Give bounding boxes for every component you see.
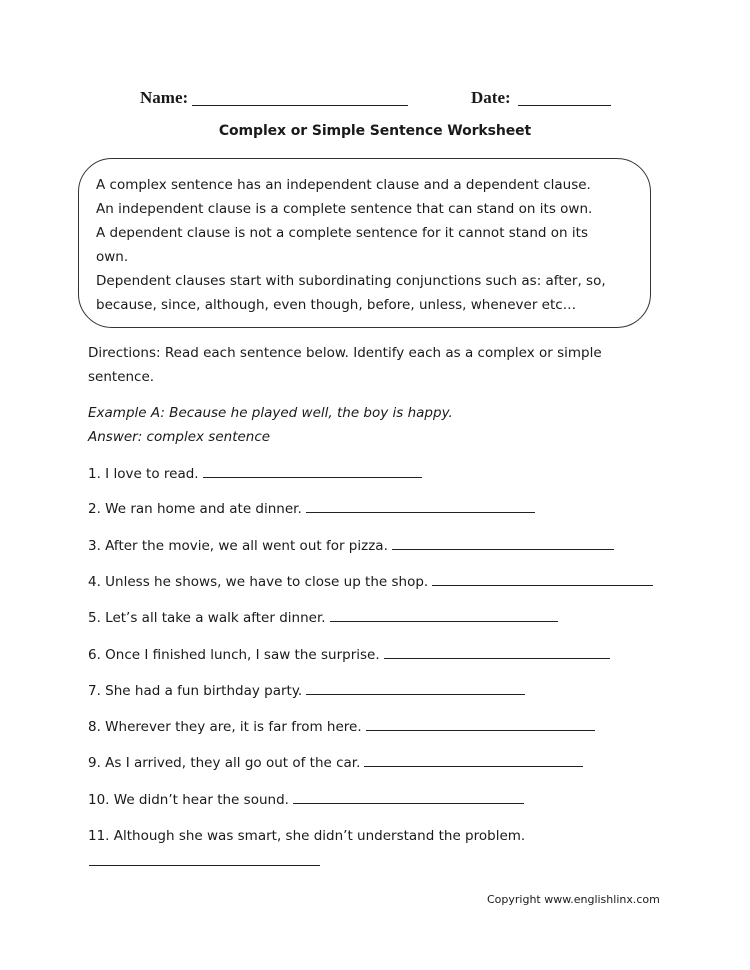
question-7 bbox=[88, 681, 525, 701]
date-label: Date: bbox=[471, 88, 511, 107]
question-8 bbox=[88, 717, 595, 737]
example-sentence: Example A: Because he played well, the boy is happy. bbox=[88, 405, 453, 421]
date-field[interactable] bbox=[518, 105, 611, 106]
answer-blank[interactable] bbox=[366, 730, 595, 731]
question-4 bbox=[88, 572, 653, 592]
question-text: 2. We ran home and ate dinner. bbox=[88, 501, 302, 517]
question-text: 9. As I arrived, they all go out of the car. bbox=[88, 755, 361, 771]
answer-blank[interactable] bbox=[203, 477, 422, 478]
answer-blank[interactable] bbox=[384, 658, 610, 659]
question-text: 7. She had a fun birthday party. bbox=[88, 683, 303, 699]
example-block bbox=[88, 401, 668, 449]
question-text: 3. After the movie, we all went out for pizza. bbox=[88, 538, 388, 554]
definition-line: Dependent clauses start with subordinating conjunctions such as: after, so, bbox=[96, 273, 606, 289]
question-text: 8. Wherever they are, it is far from here. bbox=[88, 719, 362, 735]
question-text: 10. We didn’t hear the sound. bbox=[88, 792, 289, 808]
question-text: 11. Although she was smart, she didn’t understand the problem. bbox=[88, 828, 526, 844]
answer-blank[interactable] bbox=[432, 585, 653, 586]
question-text: 1. I love to read. bbox=[88, 466, 199, 482]
answer-blank[interactable] bbox=[293, 803, 524, 804]
answer-blank[interactable] bbox=[89, 865, 320, 866]
question-text: 5. Let’s all take a walk after dinner. bbox=[88, 610, 326, 626]
definition-line: A dependent clause is not a complete sentence for it cannot stand on its bbox=[96, 225, 588, 241]
question-2 bbox=[88, 499, 535, 519]
name-date-header bbox=[0, 88, 750, 112]
worksheet-title: Complex or Simple Sentence Worksheet bbox=[218, 123, 532, 139]
example-answer: Answer: complex sentence bbox=[88, 429, 271, 445]
question-10 bbox=[88, 790, 524, 810]
directions bbox=[88, 341, 668, 389]
definition-line: own. bbox=[96, 249, 129, 265]
definition-line: An independent clause is a complete sentence that can stand on its own. bbox=[96, 201, 593, 217]
question-3 bbox=[88, 536, 614, 556]
question-text: 4. Unless he shows, we have to close up the shop. bbox=[88, 574, 429, 590]
definition-line: because, since, although, even though, before, unless, whenever etc… bbox=[96, 297, 577, 313]
definition-line: A complex sentence has an independent clause and a dependent clause. bbox=[96, 177, 591, 193]
question-9 bbox=[88, 753, 583, 773]
name-field[interactable] bbox=[192, 105, 408, 106]
answer-blank[interactable] bbox=[306, 512, 535, 513]
question-6 bbox=[88, 645, 610, 665]
directions-line: sentence. bbox=[88, 369, 155, 385]
question-text: 6. Once I finished lunch, I saw the surprise. bbox=[88, 647, 380, 663]
question-11 bbox=[88, 826, 525, 846]
definition-text bbox=[96, 173, 641, 317]
directions-line: Directions: Read each sentence below. Identify each as a complex or simple bbox=[88, 345, 602, 361]
copyright-notice: Copyright www.englishlinx.com bbox=[487, 893, 660, 906]
answer-blank[interactable] bbox=[392, 549, 614, 550]
answer-blank[interactable] bbox=[364, 766, 583, 767]
answer-blank[interactable] bbox=[330, 621, 558, 622]
answer-blank[interactable] bbox=[306, 694, 525, 695]
question-1 bbox=[88, 464, 422, 484]
question-5 bbox=[88, 608, 558, 628]
name-label: Name: bbox=[140, 88, 189, 107]
